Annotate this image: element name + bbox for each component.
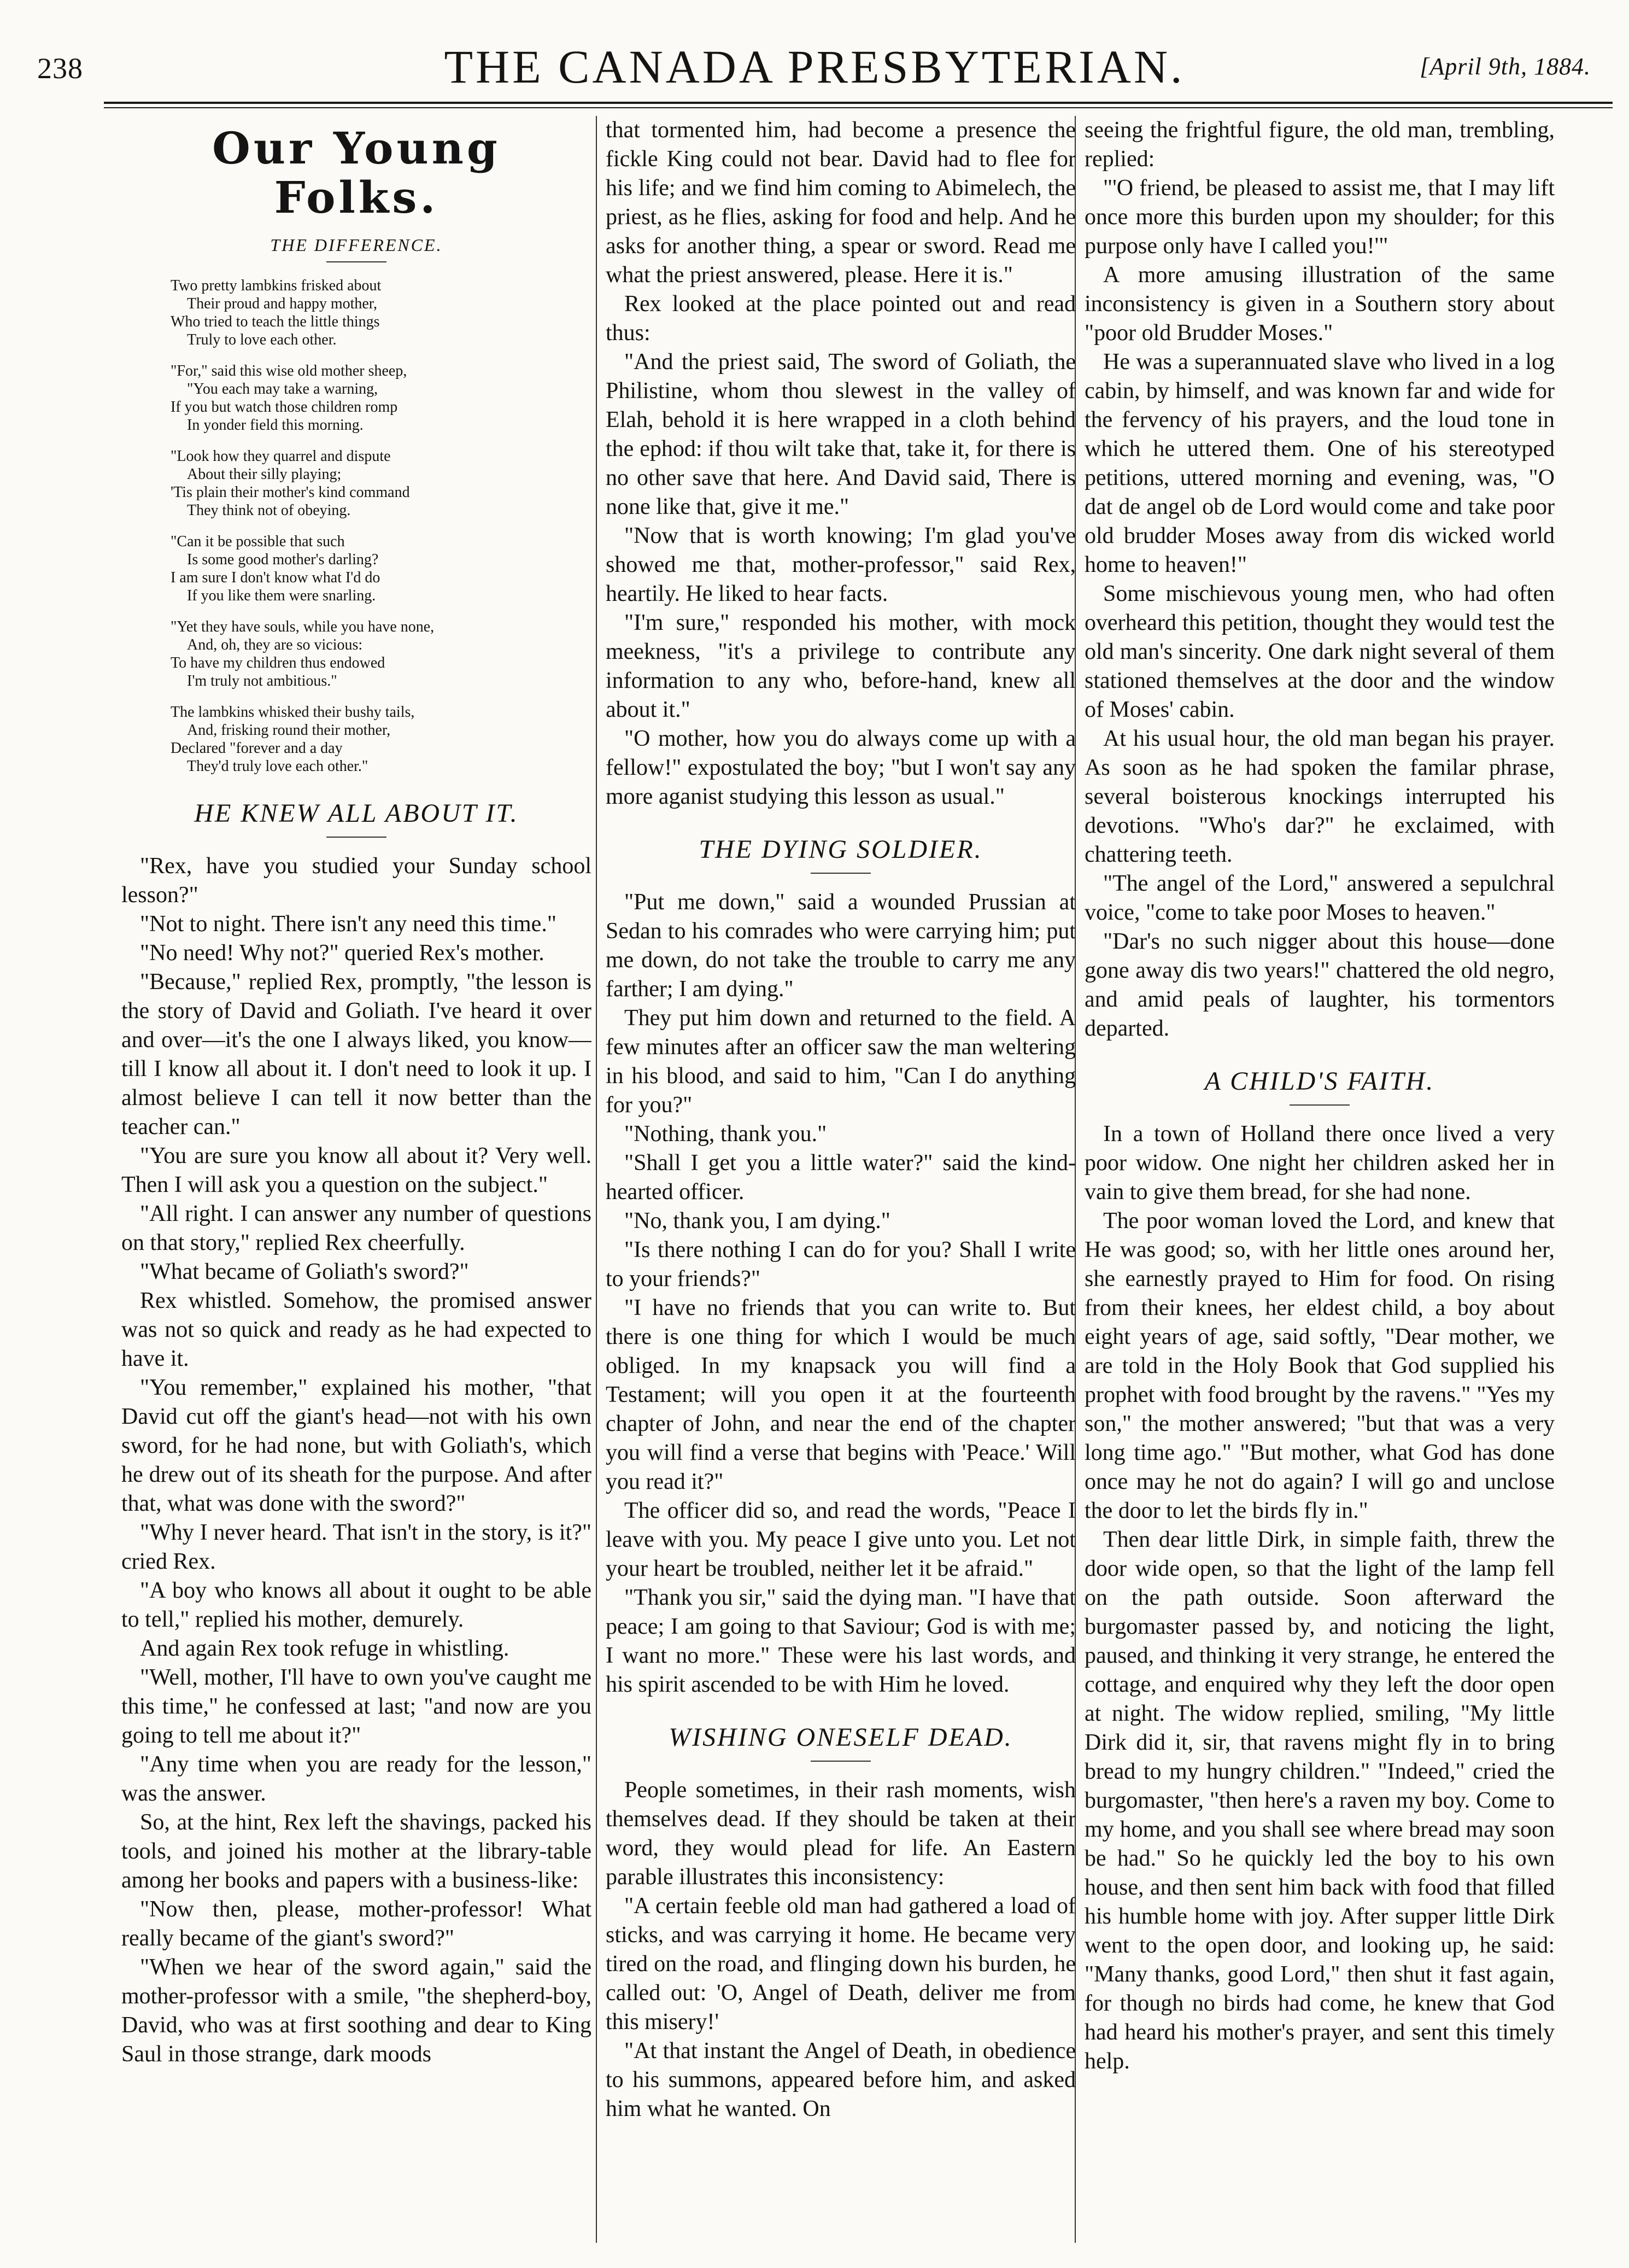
- page-header: [0, 0, 1629, 104]
- paragraph: "And the priest said, The sword of Goliath, the Philistine, whom thou slewest in the valley of Elah, behold it is here wrapped in a cloth behind the ephod: if thou wilt take that, take it, for there is no other save that here. And David said, There is none like that, give it me.": [606, 349, 1076, 519]
- paragraph: "When we hear of the sword again," said the mother-professor with a smile, "the shepherd-boy, David, who was at first soothing and dear to King Saul in those strange, dark moods: [121, 1955, 591, 2067]
- paragraph: "A boy who knows all about it ought to be able to tell," replied his mother, demurely.: [121, 1578, 591, 1632]
- article-title: WISHING ONESELF DEAD.: [669, 1723, 1013, 1752]
- paragraph: People sometimes, in their rash moments, wish themselves dead. If they should be taken at their word, they would plead for life. An Eastern parable illustrates this inconsistency:: [606, 1778, 1076, 1890]
- paragraph: "Dar's no such nigger about this house—done gone away dis two years!" chattered the old negro, and amid peals of laughter, his tormentors departed.: [1085, 929, 1555, 1041]
- paragraph: "Now then, please, mother-professor! What really became of the giant's sword?": [121, 1897, 591, 1951]
- issue-date: [April 9th, 1884.: [1420, 53, 1591, 80]
- poem-line: "For," said this wise old mother sheep,: [171, 363, 407, 379]
- paragraph: that tormented him, had become a presence the fickle King could not bear. David had to flee for his life; and we find him coming to Abimelech, the priest, as he flies, asking for food and help. And he asks for another thing, a spear or sword. Read me what the priest answered, please. Here it is.": [606, 118, 1076, 288]
- paragraph: "Any time when you are ready for the lesson," was the answer.: [121, 1752, 591, 1806]
- header-rule: [104, 102, 1613, 104]
- poem-line: They think not of obeying.: [187, 502, 351, 519]
- paragraph: He was a superannuated slave who lived in a log cabin, by himself, and was known far and wide for the fervency of his prayers, and the loud tone in which he uttered them. One of his stereotyped petitions, uttered morning and evening, was, "O dat de angel ob de Lord would come and take poor old brudder Moses away from dis wicked world home to heaven!": [1085, 349, 1555, 577]
- poem-line: And, frisking round their mother,: [187, 722, 391, 739]
- poem-line: If you but watch those children romp: [171, 399, 398, 416]
- poem: [171, 277, 591, 775]
- title-dash: [1290, 1104, 1350, 1106]
- column-2: [606, 116, 1076, 2248]
- paragraph: "What became of Goliath's sword?": [140, 1259, 469, 1284]
- paragraph: The officer did so, and read the words, "Peace I leave with you. My peace I give unto you. Let not your heart be troubled, neither let it be afraid.": [606, 1498, 1076, 1581]
- paragraph: "At that instant the Angel of Death, in obedience to his summons, appeared before him, and asked him what he wanted. On: [606, 2038, 1076, 2121]
- paragraph: And again Rex took refuge in whistling.: [140, 1636, 509, 1661]
- poem-line: "Look how they quarrel and dispute: [171, 448, 391, 465]
- paragraph: Some mischievous young men, who had often overheard this petition, thought they would test the old man's sincerity. One dark night several of them stationed themselves at the door and the window of Moses' cabin.: [1085, 581, 1555, 722]
- paragraph: The poor woman loved the Lord, and knew that He was good; so, with her little ones around her, she earnestly prayed to Him for food. On rising from their knees, her eldest child, a boy about eight years of age, said softly, "Dear mother, we are told in the Holy Book that God supplied his prophet with food brought by the ravens." "Yes my son," the mother answered; "but that was a very long time ago." "But mother, what God has done once may he not do again? I will go and unclose the door to let the birds fly in.": [1085, 1208, 1555, 1523]
- paragraph: "Not to night. There isn't any need this time.": [140, 911, 556, 937]
- article-title: THE DYING SOLDIER.: [699, 835, 983, 864]
- poem-line: Who tried to teach the little things: [171, 313, 380, 330]
- paragraph: In a town of Holland there once lived a very poor widow. One night her children asked her in vain to give them bread, for she had none.: [1085, 1121, 1555, 1205]
- title-dash: [326, 837, 386, 838]
- poem-line: "You each may take a warning,: [187, 381, 378, 398]
- paragraph: Then dear little Dirk, in simple faith, threw the door wide open, so that the light of the lamp fell on the path outside. Soon afterward the burgomaster passed by, and noticing the light, paused, and thinking it very strange, he entered the cottage, and enquired why they left the door open at night. The widow replied, smiling, "My little Dirk did it, sir, that ravens might fly in to bring bread to my hungry children." "Indeed," cried the burgomaster, "then here's a raven my boy. Come to my home, and you shall see where bread may soon be had." So he quickly led the boy to his own house, and then sent him back with food that filled his humble home with joy. After supper little Dirk went to the open door, and looking up, he said: "Many thanks, good Lord," then shut it fast again, for though no birds had come, he knew that God had heard his mother's prayer, and sent this timely help.: [1085, 1527, 1555, 2074]
- poem-line: Truly to love each other.: [187, 331, 337, 348]
- poem-line: About their silly playing;: [187, 466, 342, 483]
- header-rule-thin: [104, 107, 1613, 108]
- poem-line: If you like them were snarling.: [187, 587, 376, 604]
- poem-stanza: [171, 703, 591, 775]
- paragraph: "You remember," explained his mother, "that David cut off the giant's head—not with his own sword, for he had none, but with Goliath's, which he drew out of its sheath for the purpose. And after that, what was done with the sword?": [121, 1375, 591, 1516]
- paragraph: seeing the frightful figure, the old man, trembling, replied:: [1085, 118, 1555, 172]
- paragraph: "Thank you sir," said the dying man. "I have that peace; I am going to that Saviour; God is with me; I want no more." These were his last words, and his spirit ascended to be with Him he loved.: [606, 1585, 1076, 1697]
- poem-line: In yonder field this morning.: [187, 417, 364, 434]
- title-dash: [811, 1761, 871, 1762]
- poem-line: They'd truly love each other.": [187, 758, 368, 775]
- paragraph: Rex whistled. Somehow, the promised answer was not so quick and ready as he had expected to have it.: [121, 1288, 591, 1371]
- paragraph: A more amusing illustration of the same inconsistency is given in a Southern story about "poor old Brudder Moses.": [1085, 262, 1555, 346]
- column-1: [121, 116, 591, 2248]
- paragraph: "You are sure you know all about it? Very well. Then I will ask you a question on the subject.": [121, 1143, 591, 1197]
- paragraph: So, at the hint, Rex left the shavings, packed his tools, and joined his mother at the library-table among her books and papers with a business-like:: [121, 1810, 591, 1893]
- paragraph: "Nothing, thank you.": [624, 1121, 827, 1147]
- poem-line: I'm truly not ambitious.": [187, 673, 337, 689]
- poem-line: 'Tis plain their mother's kind command: [171, 484, 410, 501]
- poem-line: "Yet they have souls, while you have none,: [171, 618, 435, 635]
- paragraph: "All right. I can answer any number of questions on that story," replied Rex cheerfully.: [121, 1201, 591, 1255]
- paragraph: "No, thank you, I am dying.": [624, 1208, 890, 1234]
- article-title: HE KNEW ALL ABOUT IT.: [194, 799, 519, 828]
- poem-line: Is some good mother's darling?: [187, 551, 379, 568]
- paragraph: "The angel of the Lord," answered a sepulchral voice, "come to take poor Moses to heaven.": [1085, 871, 1555, 925]
- column-3: [1085, 116, 1555, 2248]
- masthead: THE CANADA PRESBYTERIAN.: [444, 40, 1185, 93]
- poem-line: Two pretty lambkins frisked about: [171, 277, 382, 294]
- title-dash: [326, 261, 386, 262]
- poem-line: To have my children thus endowed: [171, 654, 385, 671]
- article-title: A CHILD'S FAITH.: [1204, 1067, 1435, 1096]
- poem-line: The lambkins whisked their bushy tails,: [171, 704, 415, 721]
- paragraph: "O mother, how you do always come up with a fellow!" expostulated the boy; "but I won't say any more aganist studying this lesson as usual.": [606, 726, 1076, 809]
- poem-stanza: [171, 618, 591, 690]
- paragraph: "I'm sure," responded his mother, with mock meekness, "it's a privilege to contribute any information to any who, before-hand, knew all about it.": [606, 610, 1076, 722]
- paragraph: Rex looked at the place pointed out and read thus:: [606, 291, 1076, 346]
- page-number: 238: [37, 52, 83, 85]
- paragraph: At his usual hour, the old man began his prayer. As soon as he had spoken the familar phrase, several boisterous knockings interrupted his devotions. "Who's dar?" he exclaimed, with chattering teeth.: [1085, 726, 1555, 867]
- poem-line: And, oh, they are so vicious:: [187, 636, 363, 653]
- poem-stanza: [171, 362, 591, 434]
- paragraph: "Because," replied Rex, promptly, "the lesson is the story of David and Goliath. I've heard it over and over—it's the one I always liked, you know—till I know all about it. I don't need to look it up. I almost believe I can tell it now better than the teacher can.": [121, 969, 591, 1139]
- paragraph: "Well, mother, I'll have to own you've caught me this time," he confessed at last; "and now are you going to tell me about it?": [121, 1665, 591, 1748]
- paragraph: "'O friend, be pleased to assist me, that I may lift once more this burden upon my shoulder; for this purpose only have I called you!'": [1085, 176, 1555, 259]
- paragraph: They put him down and returned to the field. A few minutes after an officer saw the man weltering in his blood, and said to him, "Can I do anything for you?": [606, 1006, 1076, 1118]
- paragraph: "I have no friends that you can write to. But there is one thing for which I would be much obliged. In my knapsack you will find a Testament; will you open it at the fourteenth chapter of John, and near the end of the chapter you will find a verse that begins with 'Peace.' Will you read it?": [606, 1295, 1076, 1494]
- paragraph: "Is there nothing I can do for you? Shall I write to your friends?": [606, 1237, 1076, 1291]
- poem-title: THE DIFFERENCE.: [270, 235, 443, 255]
- paragraph: "Now that is worth knowing; I'm glad you've showed me that, mother-professor," said Rex, heartily. He liked to hear facts.: [606, 523, 1076, 606]
- poem-line: Their proud and happy mother,: [187, 295, 378, 312]
- poem-stanza: [171, 533, 591, 605]
- paragraph: "No need! Why not?" queried Rex's mother.: [140, 940, 544, 966]
- poem-stanza: [171, 277, 591, 349]
- department-heading: Our Young Folks.: [212, 122, 501, 223]
- poem-line: Declared "forever and a day: [171, 740, 343, 757]
- paragraph: "A certain feeble old man had gathered a load of sticks, and was carrying it home. He became very tired on the road, and flinging down his burden, he called out: 'O, Angel of Death, deliver me from this misery!': [606, 1893, 1076, 2035]
- poem-line: "Can it be possible that such: [171, 533, 345, 550]
- paragraph: "Put me down," said a wounded Prussian at Sedan to his comrades who were carrying him; put me down, do not take the trouble to carry me any farther; I am dying.": [606, 890, 1076, 1002]
- column-divider: [596, 116, 597, 2243]
- poem-line: I am sure I don't know what I'd do: [171, 569, 380, 586]
- paragraph: "Why I never heard. That isn't in the story, is it?" cried Rex.: [121, 1520, 591, 1574]
- paragraph: "Shall I get you a little water?" said the kind-hearted officer.: [606, 1150, 1076, 1205]
- title-dash: [811, 873, 871, 874]
- poem-stanza: [171, 447, 591, 519]
- paragraph: "Rex, have you studied your Sunday school lesson?": [121, 854, 591, 908]
